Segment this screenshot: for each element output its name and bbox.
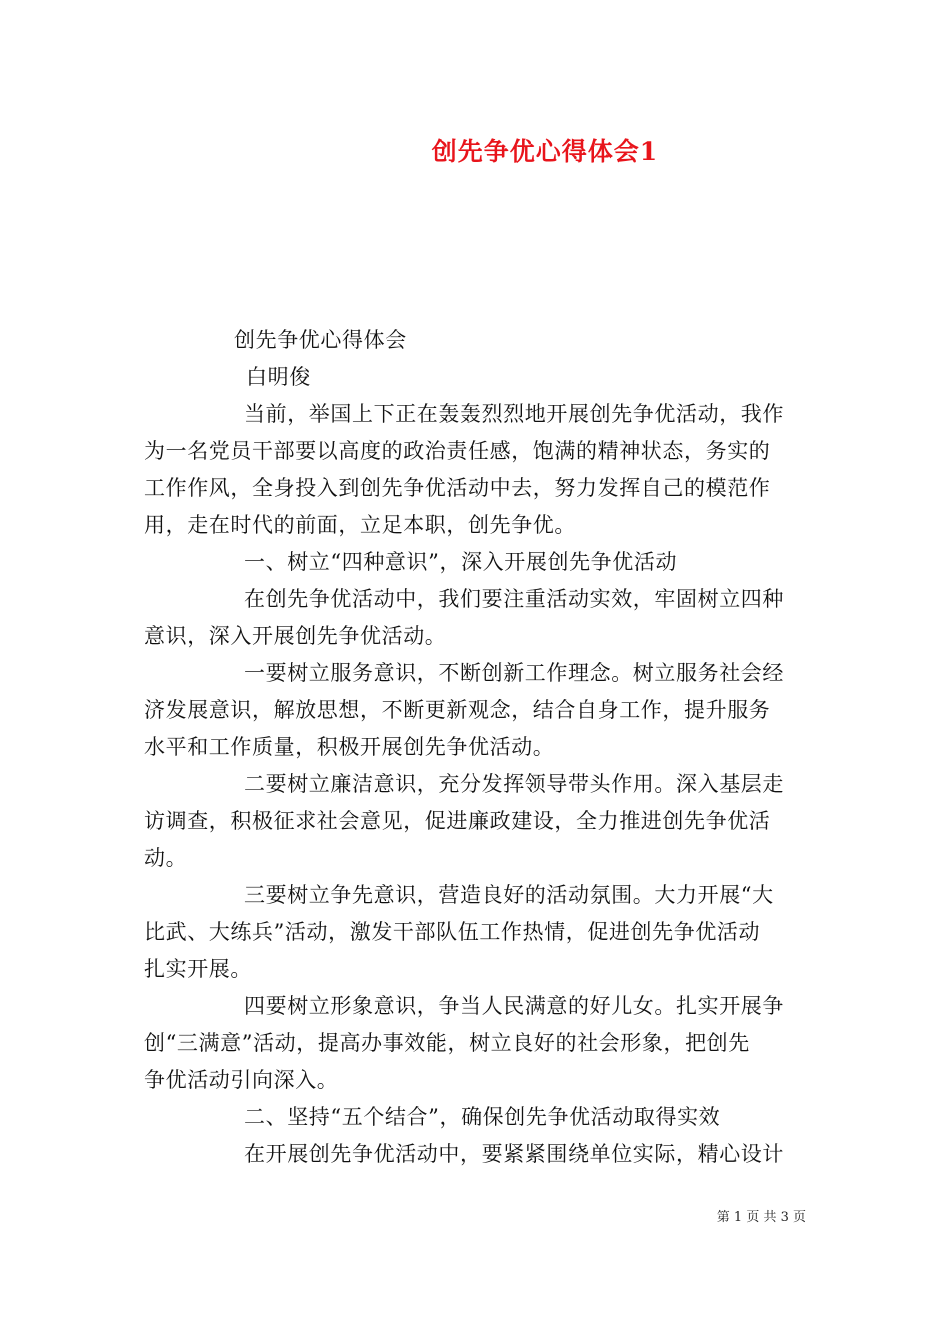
text-line: 访调查，积极征求社会意见，促进廉政建设，全力推进创先争优活 [144, 809, 771, 833]
text-line: 比武、大练兵”活动，激发干部队伍工作热情，促进创先争优活动 [144, 920, 761, 944]
text-line: 济发展意识，解放思想，不断更新观念，结合自身工作，提升服务 [144, 698, 771, 722]
text-line: 二、坚持“五个结合”，确保创先争优活动取得实效 [244, 1105, 721, 1129]
text-line: 在开展创先争优活动中，要紧紧围绕单位实际，精心设计 [244, 1142, 784, 1166]
author-line: 白明俊 [246, 365, 311, 389]
text-line: 四要树立形象意识，争当人民满意的好儿女。扎实开展争 [244, 994, 784, 1018]
subtitle-line: 创先争优心得体会 [234, 328, 407, 352]
text-line: 三要树立争先意识，营造良好的活动氛围。大力开展“大 [244, 883, 774, 907]
text-line: 动。 [144, 846, 188, 870]
text-line: 创“三满意”活动，提高办事效能，树立良好的社会形象，把创先 [144, 1031, 750, 1055]
text-line: 意识，深入开展创先争优活动。 [144, 624, 447, 648]
text-line: 一要树立服务意识，不断创新工作理念。树立服务社会经 [244, 661, 784, 685]
text-line: 扎实开展。 [144, 957, 252, 981]
page-footer: 第 1 页 共 3 页 [716, 1210, 806, 1225]
text-line: 工作作风，全身投入到创先争优活动中去，努力发挥自己的模范作 [144, 476, 771, 500]
document-title: 创先争优心得体会1 [431, 137, 659, 166]
document-body [144, 322, 810, 1173]
text-line: 在创先争优活动中，我们要注重活动实效，牢固树立四种 [244, 587, 784, 611]
text-line: 为一名党员干部要以高度的政治责任感，饱满的精神状态，务实的 [144, 439, 771, 463]
text-line: 一、树立“四种意识”，深入开展创先争优活动 [244, 550, 678, 574]
text-line: 水平和工作质量，积极开展创先争优活动。 [144, 735, 555, 759]
text-line: 二要树立廉洁意识，充分发挥领导带头作用。深入基层走 [244, 772, 784, 796]
text-line: 用，走在时代的前面，立足本职，创先争优。 [144, 513, 576, 537]
text-line: 争优活动引向深入。 [144, 1068, 339, 1092]
paragraph-lines [144, 396, 810, 1173]
text-line: 当前，举国上下正在轰轰烈烈地开展创先争优活动，我作 [244, 402, 784, 426]
